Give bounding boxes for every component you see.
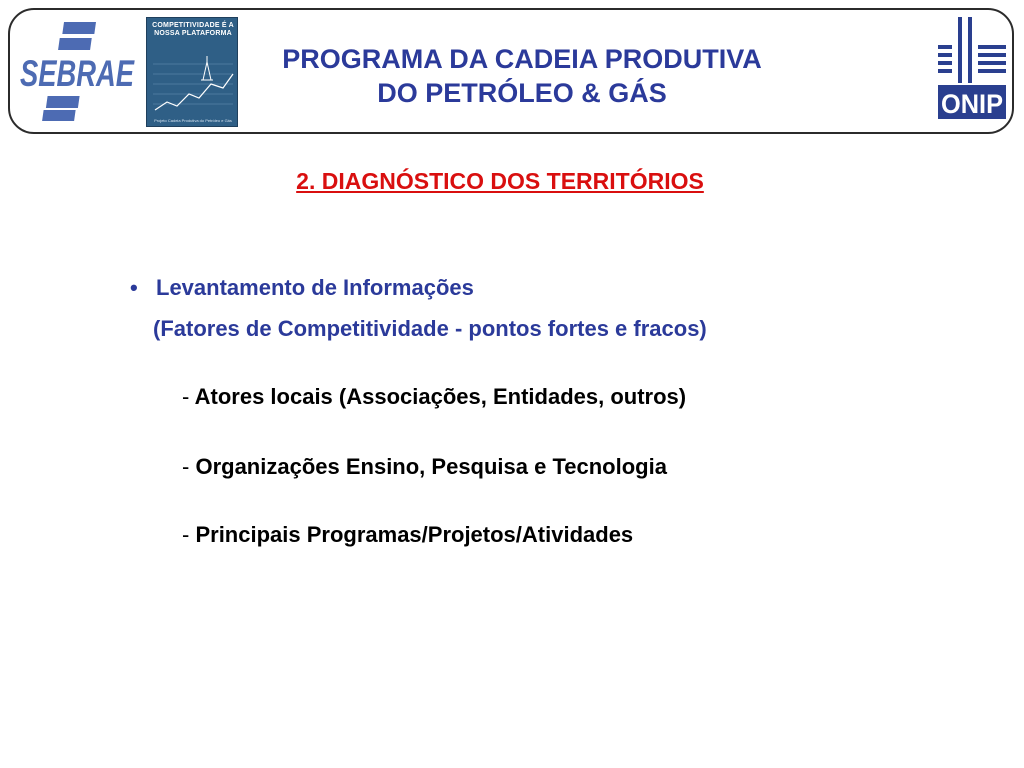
bullet-subtext: (Fatores de Competitividade - pontos fortes e fracos) bbox=[153, 316, 707, 341]
book-cover-graphic bbox=[147, 18, 239, 128]
header-title-line-2: DO PETRÓLEO & GÁS bbox=[377, 78, 667, 108]
bullet-item bbox=[130, 275, 474, 301]
header-title bbox=[248, 42, 796, 110]
book-cover-image bbox=[146, 17, 238, 127]
dash-item-label: Atores locais (Associações, Entidades, outros) bbox=[194, 384, 687, 409]
header-title-line-1: PROGRAMA DA CADEIA PRODUTIVA bbox=[282, 44, 762, 74]
book-footer: Projeto Cadeia Produtiva do Petróleo e Gás bbox=[154, 118, 232, 123]
dash-item-3 bbox=[182, 522, 633, 548]
dash-item-label: Organizações Ensino, Pesquisa e Tecnologia bbox=[195, 454, 667, 479]
svg-text:SEBRAE: SEBRAE bbox=[20, 53, 135, 94]
dash-symbol: - bbox=[182, 384, 190, 409]
bullet-label: Levantamento de Informações bbox=[156, 275, 474, 300]
bullet-symbol: • bbox=[130, 275, 138, 300]
dash-item-1 bbox=[182, 384, 686, 410]
onip-logo bbox=[936, 17, 1008, 121]
section-heading: 2. DIAGNÓSTICO DOS TERRITÓRIOS bbox=[296, 168, 704, 194]
book-title: COMPETITIVIDADE É A NOSSA PLATAFORMA bbox=[152, 22, 234, 37]
dash-symbol: - bbox=[182, 454, 190, 479]
svg-text:ONIP: ONIP bbox=[941, 89, 1003, 119]
sebrae-logo bbox=[18, 22, 138, 122]
dash-item-2 bbox=[182, 454, 667, 480]
dash-symbol: - bbox=[182, 522, 190, 547]
dash-item-label: Principais Programas/Projetos/Atividades bbox=[195, 522, 634, 547]
